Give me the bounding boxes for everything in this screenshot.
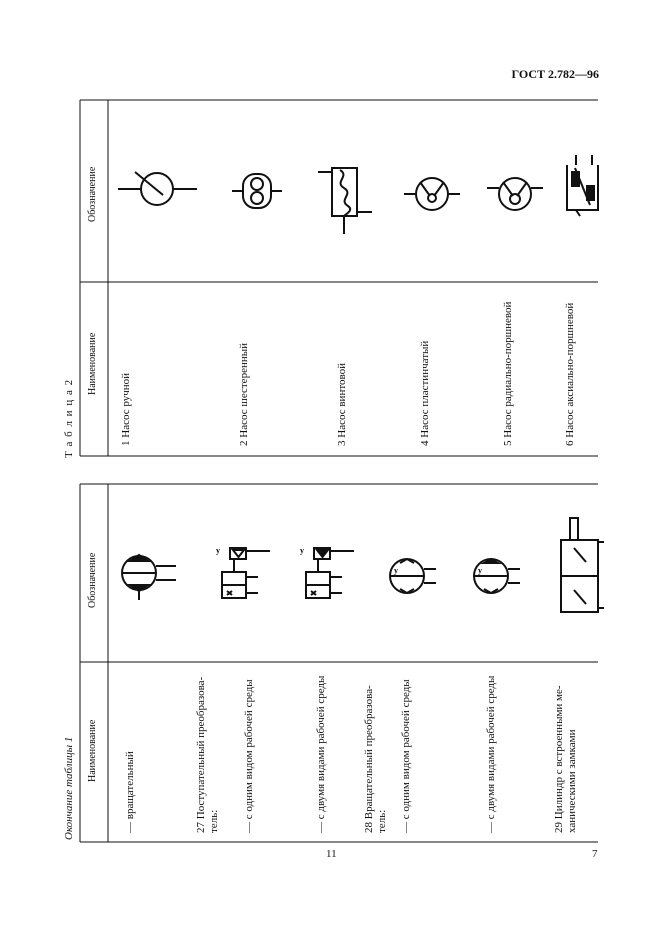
table-1-row-text: тель: [208,809,220,833]
linear-converter-single-symbol [222,548,270,598]
rotary-converter-symbol [122,555,176,600]
table-1-caption: Окончание таблицы 1 [63,736,75,840]
svg-text:y: y [394,566,398,575]
table-1-row-text: — с одним видом рабочей среды [243,679,255,833]
table-1-row-text: 27 Поступательный преобразова- [195,676,207,833]
table-2-header-symbol: Обозначение [87,166,98,222]
table-2-row-name: 1 Насос ручной [120,372,132,446]
table-1-row-text: — с одним видом рабочей среды [400,679,412,833]
table-1-row-text: ханическими замками [566,729,578,833]
table-1-header-name: Наименование [87,719,98,782]
rotary-converter-dual-symbol [474,559,520,593]
rotary-converter-single-symbol [390,559,436,593]
table-2-row-name: 6 Насос аксиально-поршневой [564,302,576,446]
page-number-left: 11 [326,848,337,860]
cylinder-with-locks-symbol [561,518,604,612]
table-1-header-symbol: Обозначение [87,552,98,608]
table-1-row-text: — с двумя видами рабочей среды [315,675,327,833]
table-1-row-text: — вращательный [124,751,136,833]
table-2-row-name: 5 Насос радиально-поршневой [502,301,514,446]
table-1-row-text: тель: [376,809,388,833]
svg-text:y: y [300,546,304,555]
table-1-row-text: 28 Вращательный преобразова- [363,685,375,833]
table-1-row-text: 29 Цилиндр с встроенными ме- [553,685,565,833]
table-1-row-text: — с двумя видами рабочей среды [485,675,497,833]
table-2-row-name: 4 Насос пластинчатый [419,340,431,446]
table-2-row-name: 2 Насос шестеренный [238,343,250,446]
table-2-header-name: Наименование [87,332,98,395]
table-2-row-name: 3 Насос винтовой [336,363,348,446]
page-number-right: 7 [592,848,598,860]
table-2-caption: Т а б л и ц а 2 [63,378,75,458]
linear-converter-dual-symbol [306,548,354,598]
svg-text:y: y [478,566,482,575]
svg-text:y: y [216,546,220,555]
standard-code: ГОСТ 2.782—96 [511,67,599,81]
